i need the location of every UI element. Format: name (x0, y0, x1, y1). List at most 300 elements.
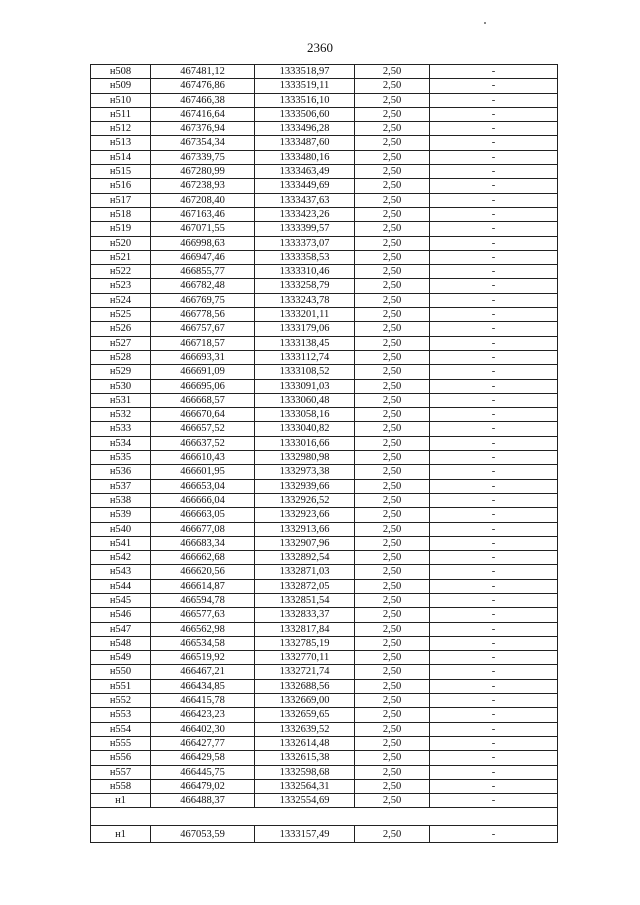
point-name-cell: н551 (91, 679, 151, 693)
table-row (91, 193, 558, 207)
x-coordinate-cell: 467476,86 (151, 79, 255, 93)
note-cell: - (430, 722, 558, 736)
y-coordinate-cell: 1333519,11 (255, 79, 355, 93)
y-coordinate-cell: 1333040,82 (255, 422, 355, 436)
point-name-cell: н557 (91, 765, 151, 779)
table-row (91, 322, 558, 336)
point-name-cell: н518 (91, 207, 151, 221)
y-coordinate-cell: 1332926,52 (255, 493, 355, 507)
point-name-cell: н534 (91, 436, 151, 450)
error-value-cell: 2,50 (355, 722, 430, 736)
y-coordinate-cell: 1333487,60 (255, 136, 355, 150)
point-name-cell: н1 (91, 826, 151, 843)
table-row (91, 365, 558, 379)
point-name-cell: н532 (91, 408, 151, 422)
point-name-cell: н542 (91, 551, 151, 565)
error-value-cell: 2,50 (355, 694, 430, 708)
x-coordinate-cell: 467163,46 (151, 207, 255, 221)
y-coordinate-cell: 1332871,03 (255, 565, 355, 579)
error-value-cell: 2,50 (355, 465, 430, 479)
point-name-cell: н520 (91, 236, 151, 250)
y-coordinate-cell: 1332688,56 (255, 679, 355, 693)
note-cell: - (430, 236, 558, 250)
error-value-cell: 2,50 (355, 826, 430, 843)
x-coordinate-cell: 466577,63 (151, 608, 255, 622)
table-row (91, 408, 558, 422)
note-cell: - (430, 222, 558, 236)
y-coordinate-cell: 1333399,57 (255, 222, 355, 236)
y-coordinate-cell: 1333179,06 (255, 322, 355, 336)
note-cell: - (430, 522, 558, 536)
y-coordinate-cell: 1332770,11 (255, 651, 355, 665)
error-value-cell: 2,50 (355, 207, 430, 221)
x-coordinate-cell: 467053,59 (151, 826, 255, 843)
error-value-cell: 2,50 (355, 565, 430, 579)
x-coordinate-cell: 466594,78 (151, 593, 255, 607)
point-name-cell: н519 (91, 222, 151, 236)
table-row (91, 265, 558, 279)
point-name-cell: н555 (91, 736, 151, 750)
point-name-cell: н540 (91, 522, 151, 536)
y-coordinate-cell: 1332564,31 (255, 779, 355, 793)
empty-cell (91, 808, 558, 826)
point-name-cell: н510 (91, 93, 151, 107)
x-coordinate-cell: 466467,21 (151, 665, 255, 679)
error-value-cell: 2,50 (355, 365, 430, 379)
x-coordinate-cell: 466610,43 (151, 451, 255, 465)
error-value-cell: 2,50 (355, 322, 430, 336)
error-value-cell: 2,50 (355, 336, 430, 350)
error-value-cell: 2,50 (355, 279, 430, 293)
note-cell: - (430, 336, 558, 350)
note-cell: - (430, 322, 558, 336)
table-row (91, 422, 558, 436)
note-cell: - (430, 393, 558, 407)
table-row (91, 665, 558, 679)
x-coordinate-cell: 466402,30 (151, 722, 255, 736)
table-row (91, 136, 558, 150)
point-name-cell: н546 (91, 608, 151, 622)
error-value-cell: 2,50 (355, 350, 430, 364)
y-coordinate-cell: 1332598,68 (255, 765, 355, 779)
y-coordinate-cell: 1332892,54 (255, 551, 355, 565)
point-name-cell: н533 (91, 422, 151, 436)
error-value-cell: 2,50 (355, 451, 430, 465)
note-cell: - (430, 365, 558, 379)
table-row (91, 436, 558, 450)
table-row (91, 150, 558, 164)
y-coordinate-cell: 1332785,19 (255, 636, 355, 650)
table-row (91, 522, 558, 536)
point-name-cell: н1 (91, 794, 151, 808)
y-coordinate-cell: 1333358,53 (255, 250, 355, 264)
y-coordinate-cell: 1332615,38 (255, 751, 355, 765)
y-coordinate-cell: 1332923,66 (255, 508, 355, 522)
x-coordinate-cell: 466663,05 (151, 508, 255, 522)
table-row (91, 751, 558, 765)
x-coordinate-cell: 466693,31 (151, 350, 255, 364)
error-value-cell: 2,50 (355, 765, 430, 779)
note-cell: - (430, 308, 558, 322)
x-coordinate-cell: 467071,55 (151, 222, 255, 236)
y-coordinate-cell: 1332721,74 (255, 665, 355, 679)
table-row (91, 207, 558, 221)
y-coordinate-cell: 1332939,66 (255, 479, 355, 493)
table-row (91, 336, 558, 350)
y-coordinate-cell: 1333423,26 (255, 207, 355, 221)
note-cell: - (430, 107, 558, 121)
x-coordinate-cell: 466534,58 (151, 636, 255, 650)
point-name-cell: н535 (91, 451, 151, 465)
error-value-cell: 2,50 (355, 393, 430, 407)
x-coordinate-cell: 466562,98 (151, 622, 255, 636)
x-coordinate-cell: 467238,93 (151, 179, 255, 193)
point-name-cell: н512 (91, 122, 151, 136)
table-row (91, 465, 558, 479)
note-cell: - (430, 136, 558, 150)
x-coordinate-cell: 466757,67 (151, 322, 255, 336)
table-row (91, 779, 558, 793)
note-cell: - (430, 665, 558, 679)
y-coordinate-cell: 1333060,48 (255, 393, 355, 407)
y-coordinate-cell: 1333058,16 (255, 408, 355, 422)
table-row (91, 451, 558, 465)
y-coordinate-cell: 1333016,66 (255, 436, 355, 450)
error-value-cell: 2,50 (355, 651, 430, 665)
table-row (91, 179, 558, 193)
note-cell: - (430, 150, 558, 164)
y-coordinate-cell: 1333463,49 (255, 165, 355, 179)
point-name-cell: н516 (91, 179, 151, 193)
table-row (91, 165, 558, 179)
error-value-cell: 2,50 (355, 608, 430, 622)
note-cell: - (430, 508, 558, 522)
error-value-cell: 2,50 (355, 708, 430, 722)
note-cell: - (430, 479, 558, 493)
error-value-cell: 2,50 (355, 479, 430, 493)
point-name-cell: н552 (91, 694, 151, 708)
note-cell: - (430, 679, 558, 693)
coordinates-table (90, 64, 558, 843)
note-cell: - (430, 579, 558, 593)
point-name-cell: н539 (91, 508, 151, 522)
y-coordinate-cell: 1332554,69 (255, 794, 355, 808)
error-value-cell: 2,50 (355, 536, 430, 550)
x-coordinate-cell: 466855,77 (151, 265, 255, 279)
error-value-cell: 2,50 (355, 222, 430, 236)
error-value-cell: 2,50 (355, 236, 430, 250)
table-row (91, 651, 558, 665)
point-name-cell: н544 (91, 579, 151, 593)
x-coordinate-cell: 466769,75 (151, 293, 255, 307)
y-coordinate-cell: 1333201,11 (255, 308, 355, 322)
table-row (91, 350, 558, 364)
note-cell: - (430, 250, 558, 264)
x-coordinate-cell: 466620,56 (151, 565, 255, 579)
note-cell: - (430, 179, 558, 193)
point-name-cell: н554 (91, 722, 151, 736)
y-coordinate-cell: 1333108,52 (255, 365, 355, 379)
table-row (91, 636, 558, 650)
page-number: 2360 (307, 40, 333, 55)
table-row (91, 279, 558, 293)
note-cell: - (430, 622, 558, 636)
y-coordinate-cell: 1333480,16 (255, 150, 355, 164)
point-name-cell: н553 (91, 708, 151, 722)
point-name-cell: н524 (91, 293, 151, 307)
point-name-cell: н529 (91, 365, 151, 379)
error-value-cell: 2,50 (355, 65, 430, 79)
table-row (91, 708, 558, 722)
x-coordinate-cell: 466637,52 (151, 436, 255, 450)
y-coordinate-cell: 1332907,96 (255, 536, 355, 550)
x-coordinate-cell: 466434,85 (151, 679, 255, 693)
point-name-cell: н531 (91, 393, 151, 407)
x-coordinate-cell: 466668,57 (151, 393, 255, 407)
note-cell: - (430, 408, 558, 422)
note-cell: - (430, 536, 558, 550)
error-value-cell: 2,50 (355, 265, 430, 279)
error-value-cell: 2,50 (355, 736, 430, 750)
error-value-cell: 2,50 (355, 665, 430, 679)
error-value-cell: 2,50 (355, 379, 430, 393)
point-name-cell: н550 (91, 665, 151, 679)
point-name-cell: н528 (91, 350, 151, 364)
table-row (91, 593, 558, 607)
point-name-cell: н549 (91, 651, 151, 665)
x-coordinate-cell: 466662,68 (151, 551, 255, 565)
note-cell: - (430, 736, 558, 750)
point-name-cell: н530 (91, 379, 151, 393)
point-name-cell: н548 (91, 636, 151, 650)
note-cell: - (430, 379, 558, 393)
point-name-cell: н517 (91, 193, 151, 207)
x-coordinate-cell: 467339,75 (151, 150, 255, 164)
x-coordinate-cell: 466601,95 (151, 465, 255, 479)
table-row (91, 508, 558, 522)
note-cell: - (430, 694, 558, 708)
point-name-cell: н515 (91, 165, 151, 179)
y-coordinate-cell: 1332669,00 (255, 694, 355, 708)
x-coordinate-cell: 466415,78 (151, 694, 255, 708)
y-coordinate-cell: 1333373,07 (255, 236, 355, 250)
y-coordinate-cell: 1333310,46 (255, 265, 355, 279)
x-coordinate-cell: 466778,56 (151, 308, 255, 322)
scan-speck (484, 22, 486, 24)
x-coordinate-cell: 467416,64 (151, 107, 255, 121)
error-value-cell: 2,50 (355, 193, 430, 207)
error-value-cell: 2,50 (355, 636, 430, 650)
x-coordinate-cell: 466427,77 (151, 736, 255, 750)
table-row (91, 293, 558, 307)
error-value-cell: 2,50 (355, 122, 430, 136)
note-cell: - (430, 465, 558, 479)
note-cell: - (430, 551, 558, 565)
error-value-cell: 2,50 (355, 593, 430, 607)
x-coordinate-cell: 466670,64 (151, 408, 255, 422)
x-coordinate-cell: 466718,57 (151, 336, 255, 350)
point-name-cell: н509 (91, 79, 151, 93)
note-cell: - (430, 708, 558, 722)
note-cell: - (430, 608, 558, 622)
error-value-cell: 2,50 (355, 136, 430, 150)
note-cell: - (430, 207, 558, 221)
error-value-cell: 2,50 (355, 107, 430, 121)
table-row (91, 622, 558, 636)
empty-separator-row (91, 808, 558, 826)
y-coordinate-cell: 1333518,97 (255, 65, 355, 79)
x-coordinate-cell: 466947,46 (151, 250, 255, 264)
note-cell: - (430, 794, 558, 808)
y-coordinate-cell: 1333449,69 (255, 179, 355, 193)
x-coordinate-cell: 466479,02 (151, 779, 255, 793)
note-cell: - (430, 826, 558, 843)
point-name-cell: н511 (91, 107, 151, 121)
y-coordinate-cell: 1332639,52 (255, 722, 355, 736)
y-coordinate-cell: 1332851,54 (255, 593, 355, 607)
table-row (91, 565, 558, 579)
x-coordinate-cell: 466614,87 (151, 579, 255, 593)
y-coordinate-cell: 1333112,74 (255, 350, 355, 364)
note-cell: - (430, 779, 558, 793)
note-cell: - (430, 79, 558, 93)
x-coordinate-cell: 467354,34 (151, 136, 255, 150)
point-name-cell: н556 (91, 751, 151, 765)
x-coordinate-cell: 466657,52 (151, 422, 255, 436)
x-coordinate-cell: 466998,63 (151, 236, 255, 250)
y-coordinate-cell: 1333506,60 (255, 107, 355, 121)
note-cell: - (430, 493, 558, 507)
point-name-cell: н541 (91, 536, 151, 550)
point-name-cell: н536 (91, 465, 151, 479)
table-row (91, 79, 558, 93)
table-row (91, 236, 558, 250)
error-value-cell: 2,50 (355, 751, 430, 765)
x-coordinate-cell: 466488,37 (151, 794, 255, 808)
error-value-cell: 2,50 (355, 150, 430, 164)
table-row (91, 608, 558, 622)
note-cell: - (430, 350, 558, 364)
note-cell: - (430, 565, 558, 579)
y-coordinate-cell: 1333258,79 (255, 279, 355, 293)
y-coordinate-cell: 1332833,37 (255, 608, 355, 622)
note-cell: - (430, 436, 558, 450)
x-coordinate-cell: 467376,94 (151, 122, 255, 136)
point-name-cell: н545 (91, 593, 151, 607)
point-name-cell: н521 (91, 250, 151, 264)
table-row (91, 722, 558, 736)
note-cell: - (430, 593, 558, 607)
x-coordinate-cell: 466695,06 (151, 379, 255, 393)
point-name-cell: н508 (91, 65, 151, 79)
error-value-cell: 2,50 (355, 794, 430, 808)
note-cell: - (430, 265, 558, 279)
table-row (91, 308, 558, 322)
point-name-cell: н522 (91, 265, 151, 279)
error-value-cell: 2,50 (355, 493, 430, 507)
table-row (91, 107, 558, 121)
error-value-cell: 2,50 (355, 250, 430, 264)
note-cell: - (430, 651, 558, 665)
y-coordinate-cell: 1333496,28 (255, 122, 355, 136)
point-name-cell: н527 (91, 336, 151, 350)
table-row (91, 250, 558, 264)
point-name-cell: н547 (91, 622, 151, 636)
note-cell: - (430, 636, 558, 650)
note-cell: - (430, 451, 558, 465)
table-row (91, 579, 558, 593)
x-coordinate-cell: 466666,04 (151, 493, 255, 507)
point-name-cell: н538 (91, 493, 151, 507)
y-coordinate-cell: 1333157,49 (255, 826, 355, 843)
y-coordinate-cell: 1332980,98 (255, 451, 355, 465)
x-coordinate-cell: 466683,34 (151, 536, 255, 550)
point-name-cell: н514 (91, 150, 151, 164)
x-coordinate-cell: 466423,23 (151, 708, 255, 722)
error-value-cell: 2,50 (355, 179, 430, 193)
y-coordinate-cell: 1332913,66 (255, 522, 355, 536)
point-name-cell: н543 (91, 565, 151, 579)
table-row (91, 826, 558, 843)
x-coordinate-cell: 466429,58 (151, 751, 255, 765)
note-cell: - (430, 765, 558, 779)
table-row (91, 679, 558, 693)
table-row (91, 736, 558, 750)
table-row (91, 493, 558, 507)
y-coordinate-cell: 1332973,38 (255, 465, 355, 479)
note-cell: - (430, 122, 558, 136)
y-coordinate-cell: 1332659,65 (255, 708, 355, 722)
point-name-cell: н526 (91, 322, 151, 336)
note-cell: - (430, 751, 558, 765)
x-coordinate-cell: 466519,92 (151, 651, 255, 665)
y-coordinate-cell: 1332614,48 (255, 736, 355, 750)
note-cell: - (430, 65, 558, 79)
x-coordinate-cell: 466782,48 (151, 279, 255, 293)
table-row (91, 93, 558, 107)
table-row (91, 65, 558, 79)
error-value-cell: 2,50 (355, 93, 430, 107)
note-cell: - (430, 165, 558, 179)
error-value-cell: 2,50 (355, 551, 430, 565)
table-row (91, 122, 558, 136)
point-name-cell: н513 (91, 136, 151, 150)
y-coordinate-cell: 1333138,45 (255, 336, 355, 350)
coordinates-table-body (91, 65, 558, 843)
x-coordinate-cell: 467280,99 (151, 165, 255, 179)
error-value-cell: 2,50 (355, 79, 430, 93)
table-row (91, 379, 558, 393)
y-coordinate-cell: 1332817,84 (255, 622, 355, 636)
table-row (91, 536, 558, 550)
error-value-cell: 2,50 (355, 779, 430, 793)
error-value-cell: 2,50 (355, 436, 430, 450)
y-coordinate-cell: 1333516,10 (255, 93, 355, 107)
error-value-cell: 2,50 (355, 293, 430, 307)
y-coordinate-cell: 1332872,05 (255, 579, 355, 593)
x-coordinate-cell: 467466,38 (151, 93, 255, 107)
error-value-cell: 2,50 (355, 165, 430, 179)
note-cell: - (430, 193, 558, 207)
error-value-cell: 2,50 (355, 308, 430, 322)
table-row (91, 765, 558, 779)
error-value-cell: 2,50 (355, 579, 430, 593)
x-coordinate-cell: 467208,40 (151, 193, 255, 207)
y-coordinate-cell: 1333437,63 (255, 193, 355, 207)
table-row (91, 694, 558, 708)
table-row (91, 794, 558, 808)
error-value-cell: 2,50 (355, 408, 430, 422)
